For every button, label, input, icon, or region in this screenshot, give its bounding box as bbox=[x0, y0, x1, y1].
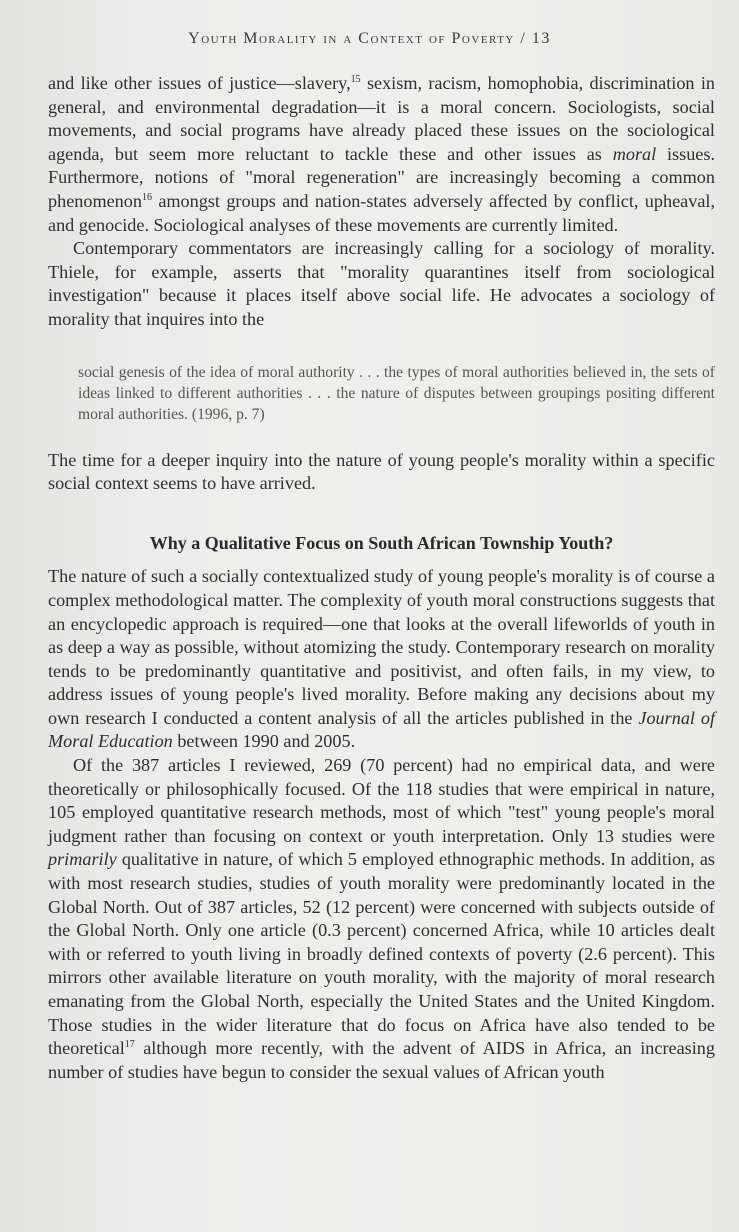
journal-title: Journal of Moral Education bbox=[48, 707, 715, 752]
text-run: sexism, racism, homophobia, discrimination in general, and environmental degradation—it is a moral concern. Sociologists, social movements, and social programs have already placed these issues on the sociological agenda, but seem more reluctant to tackle these and other issues as bbox=[48, 73, 715, 164]
text-run: Of the 387 articles I reviewed, 269 (70 percent) had no empirical data, and were theoretically or philosophically focused. Of the 118 studies that were empirical in nature, 105 employed quantitative research methods, most of which "test" young people's moral judgment rather than focusing on context or youth interpretation. Only 13 studies were bbox=[48, 755, 715, 846]
text-run: The nature of such a socially contextualized study of young people's morality is of course a complex methodological matter. The complexity of youth moral constructions suggests that an encyclopedic approach is required—one that looks at the overall lifeworlds of youth in as deep a way as possible, without atomizing the study. Contemporary research on morality tends to be predominantly quantitative and positivist, and often fails, in my view, to address issues of young people's lived morality. Before making any decisions about my own research I conducted a content analysis of all the articles published in the bbox=[48, 566, 715, 728]
text-run: between 1990 and 2005. bbox=[172, 731, 356, 752]
section-heading: Why a Qualitative Focus on South African Township Youth? bbox=[149, 532, 614, 553]
body-text bbox=[48, 72, 715, 1084]
footnote-marker: 16 bbox=[141, 191, 152, 203]
emphasis: primarily bbox=[48, 849, 117, 870]
paragraph-5 bbox=[48, 754, 715, 1084]
footnote-marker: 17 bbox=[124, 1039, 135, 1051]
text-run: amongst groups and nation-states adversely affected by conflict, upheaval, and genocide. Sociological analyses of these movements are currently limited. bbox=[48, 190, 715, 235]
paragraph-2: Contemporary commentators are increasingly calling for a sociology of morality. Thiele, for example, asserts that "morality quarantines itself from sociological investigation" because it places itself above social life. He advocates a sociology of morality that inquires into the bbox=[48, 238, 715, 329]
emphasis: moral bbox=[612, 143, 657, 164]
block-quote: social genesis of the idea of moral authority . . . the types of moral authorities believed in, the sets of ideas linked to different authorities . . . the nature of disputes between groupings positing different moral authorities. (1996, p. 7) bbox=[78, 363, 715, 423]
text-run: and like other issues of justice—slavery, bbox=[48, 73, 351, 93]
text-run: issues. Furthermore, notions of "moral regeneration" are increasingly becoming a common phenomenon bbox=[48, 143, 715, 211]
paragraph-3: The time for a deeper inquiry into the nature of young people's morality within a specific social context seems to have arrived. bbox=[48, 449, 715, 494]
text-run: although more recently, with the advent of AIDS in Africa, an increasing number of studies have begun to consider the sexual values of African youth bbox=[48, 1038, 715, 1082]
footnote-marker: 15 bbox=[350, 73, 361, 85]
paragraph-1 bbox=[48, 72, 715, 237]
paragraph-4 bbox=[48, 565, 715, 754]
running-head: Youth Morality in a Context of Poverty / 13 bbox=[188, 30, 551, 47]
text-run: qualitative in nature, of which 5 employed ethnographic methods. In addition, as with most research studies, studies of youth morality were predominantly located in the Global North. Out of 387 articles, 52 (12 percent) were concerned with subjects outside of the Global North. Only one article (0.3 percent) concerned Africa, while 10 articles dealt with or referred to youth living in broadly defined contexts of poverty (2.6 percent). This mirrors other available literature on youth morality, with the majority of moral research emanating from the Global North, especially the United States and the United Kingdom. Those studies in the wider literature that do focus on Africa have also tended to be theoretical bbox=[48, 849, 715, 1059]
